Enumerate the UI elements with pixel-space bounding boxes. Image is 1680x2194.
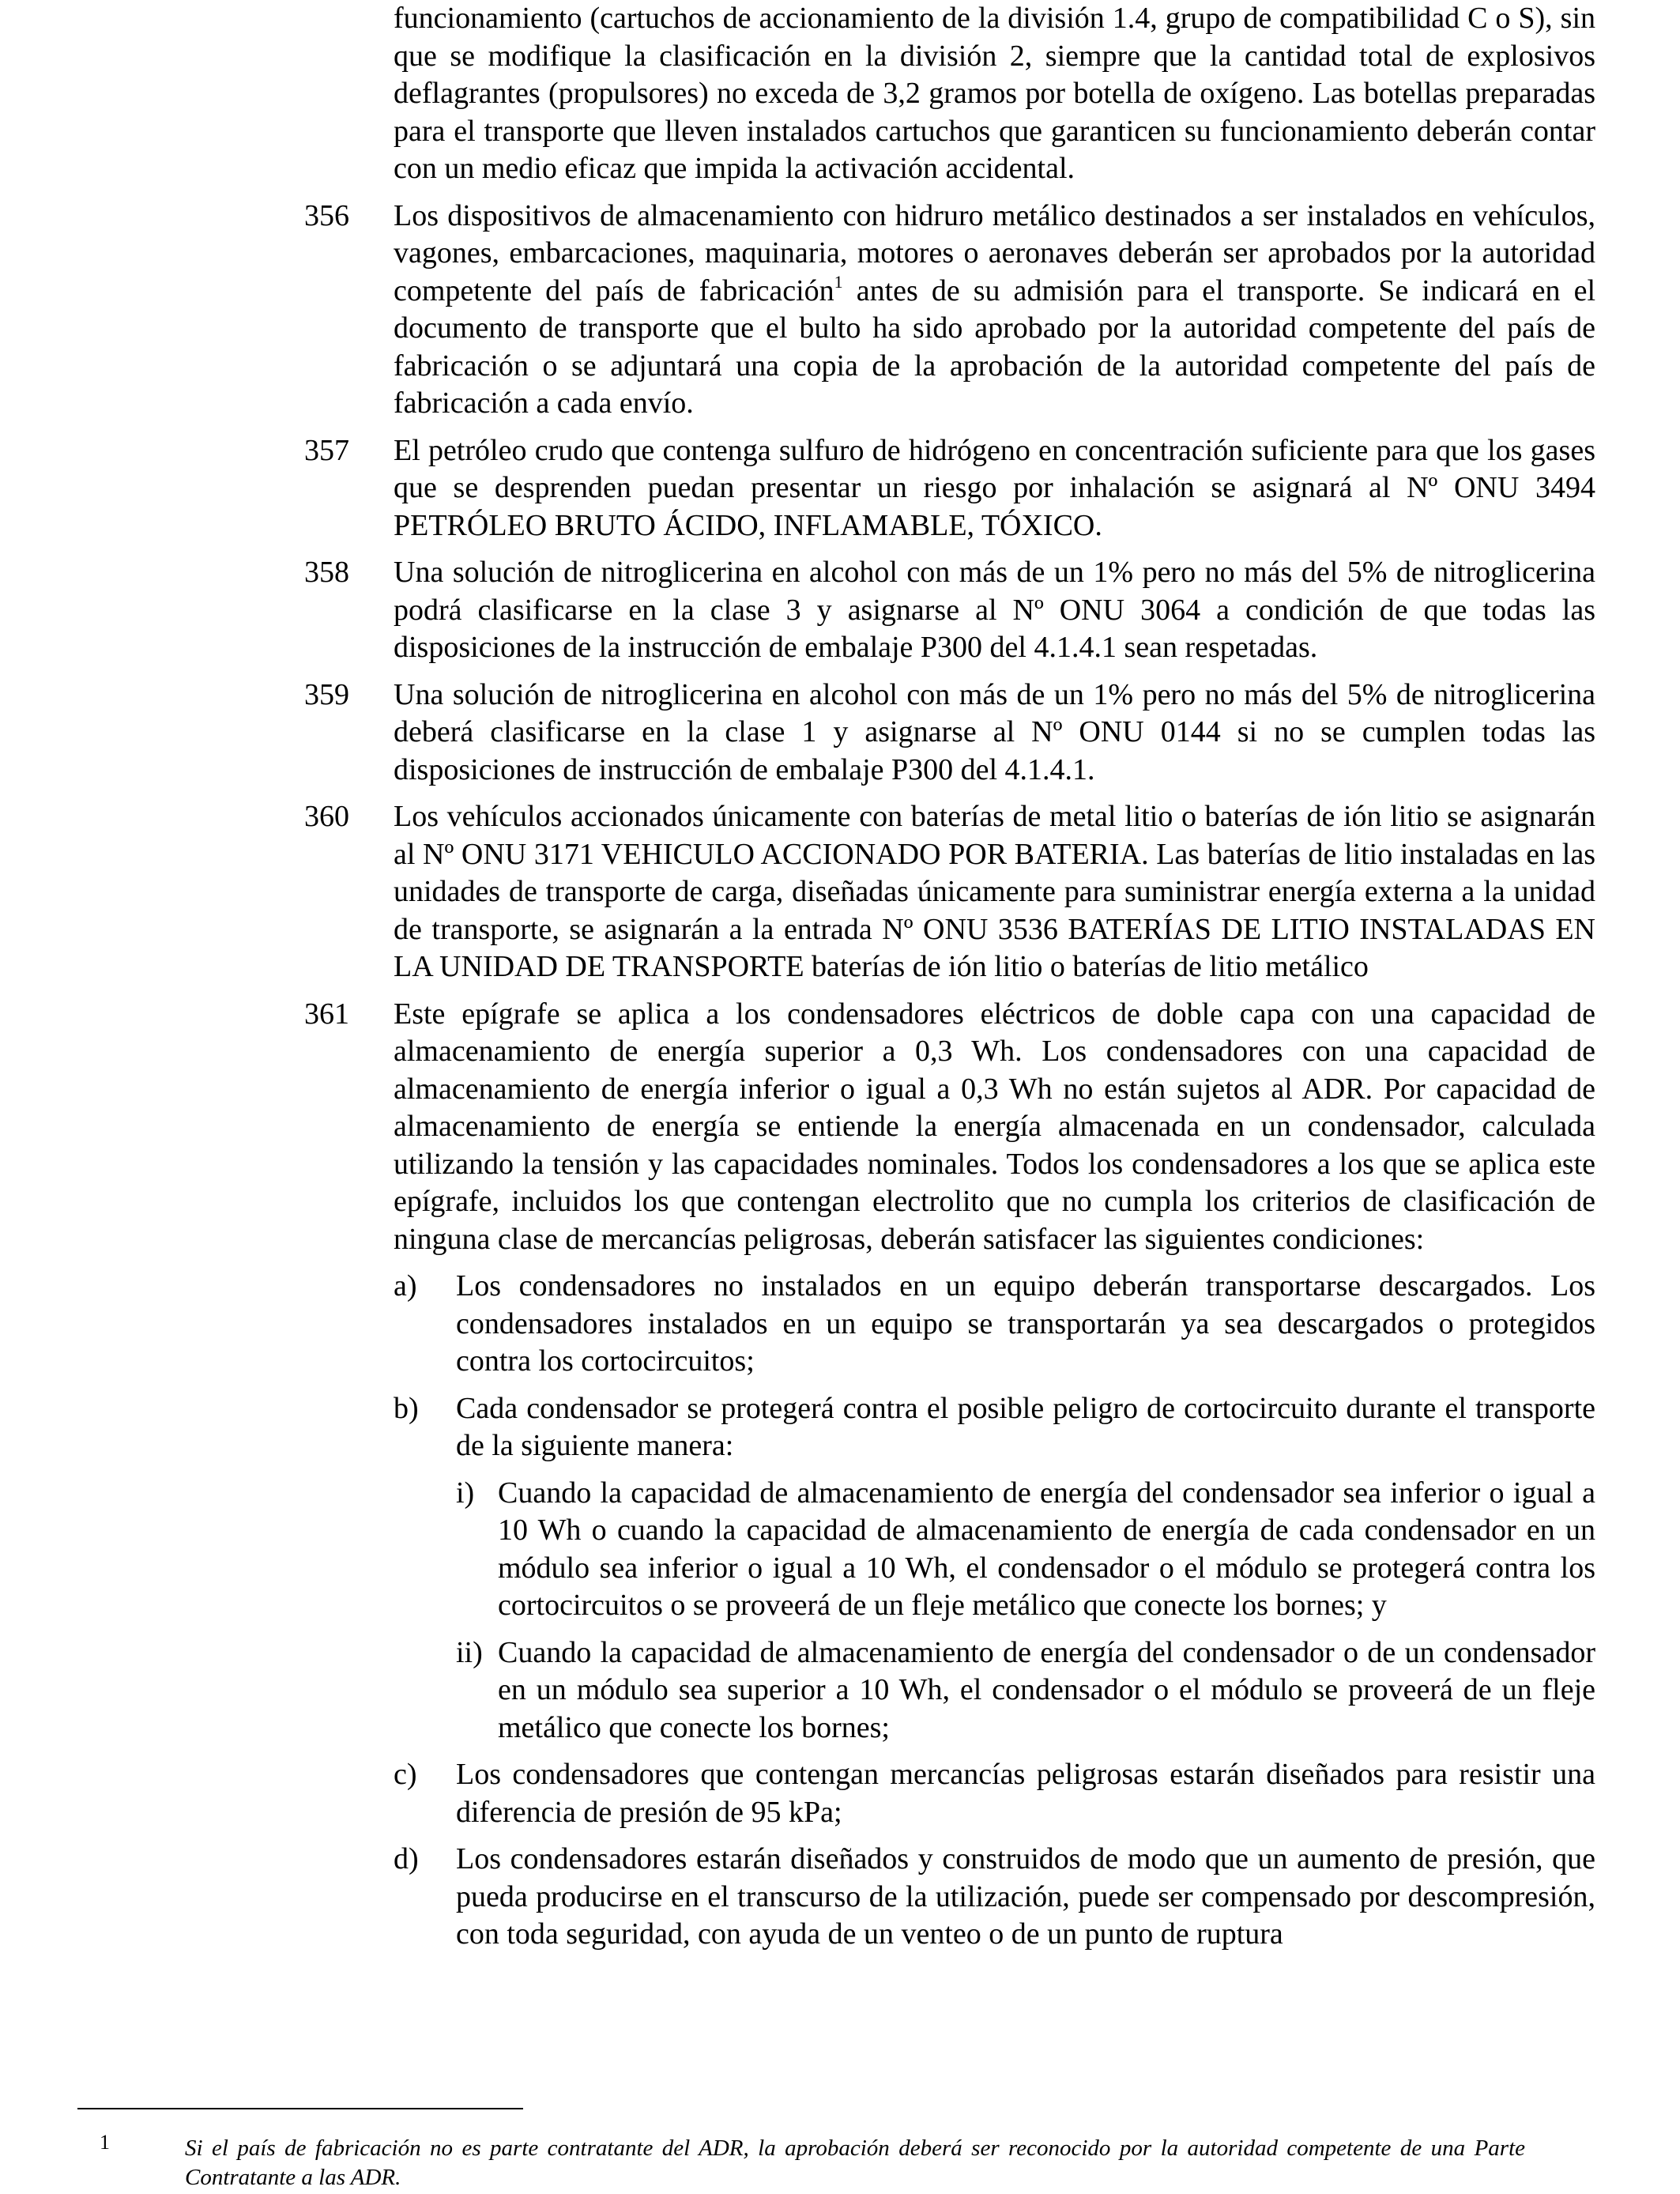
provision-text: Los vehículos accionados únicamente con baterías de metal litio o baterías de ión litio se asignarán al Nº ONU 3171 VEHICULO ACCIONADO POR BATERIA. Las baterías de litio instaladas en las unidades de transporte de carga, diseñadas únicamente para suministrar energía externa a la unidad de transporte, se asignarán a la entrada Nº ONU 3536 BATERÍAS DE LITIO INSTALADAS EN LA UNIDAD DE TRANSPORTE baterías de ión litio o baterías de litio metálico — [394, 800, 1595, 983]
provision-357 — [304, 432, 1595, 545]
sub-list-item-text: Cuando la capacidad de almacenamiento de energía del condensador sea inferior o igual a 10 Wh o cuando la capacidad de almacenamiento de energía de cada condensador en un módulo sea inferior o igual a 10 Wh, el condensador o el módulo se protegerá contra los cortocircuitos o se proveerá de un fleje metálico que conecte los bornes; y — [498, 1476, 1595, 1622]
provision-text: Una solución de nitroglicerina en alcohol con más de un 1% pero no más del 5% de nitroglicerina deberá clasificarse en la clase 1 y asignarse al Nº ONU 0144 si no se cumplen todas las disposiciones de instrucción de embalaje P300 del 4.1.4.1. — [394, 677, 1595, 786]
sub-list-item-ii — [456, 1634, 1595, 1747]
provision-text: El petróleo crudo que contenga sulfuro de hidrógeno en concentración suficiente para que los gases que se desprenden puedan presentar un riesgo por inhalación se asignará al Nº ONU 3494 PETRÓLEO BRUTO ÁCIDO, INFLAMABLE, TÓXICO. — [394, 433, 1595, 542]
continuation-paragraph: funcionamiento (cartuchos de accionamiento de la división 1.4, grupo de compatibilidad C o S), sin que se modifique la clasificación en la división 2, siempre que la cantidad total de explosivos deflagrantes (propulsores) no exceda de 3,2 gramos por botella de oxígeno. Las botellas preparadas para el transporte que lleven instalados cartuchos que garanticen su funcionamiento deberán contar con un medio eficaz que impida la activación accidental. — [394, 2, 1595, 185]
footnote-reference: 1 — [834, 271, 843, 292]
list-item-label: c) — [394, 1758, 417, 1791]
list-item-label: a) — [394, 1269, 417, 1302]
sub-list-item-i — [456, 1475, 1595, 1625]
provision-361 — [304, 996, 1595, 1954]
provision-text: Una solución de nitroglicerina en alcohol con más de un 1% pero no más del 5% de nitroglicerina podrá clasificarse en la clase 3 y asignarse al Nº ONU 3064 a condición de que todas las disposiciones de la instrucción de embalaje P300 del 4.1.4.1 sean respetadas. — [394, 556, 1595, 664]
sub-list-item-text: Cuando la capacidad de almacenamiento de energía del condensador o de un condensador en un módulo sea superior a 10 Wh, el condensador o el módulo se proveerá de un fleje metálico que conecte los bornes; — [498, 1635, 1595, 1744]
provision-text: Los dispositivos de almacenamiento con hidruro metálico destinados a ser instalados en vehículos, vagones, embarcaciones, maquinaria, motores o aeronaves deberán ser aprobados por la autoridad competente del país de fabricación — [394, 198, 1595, 307]
list-item-text: Los condensadores estarán diseñados y construidos de modo que un aumento de presión, que pueda producirse en el transcurso de la utilización, puede ser compensado por descompresión, con toda seguridad, con ayuda de un venteo o de un punto de ruptura — [456, 1842, 1595, 1951]
provision-number: 357 — [304, 433, 349, 467]
list-item-label: d) — [394, 1842, 419, 1875]
provision-text: Este epígrafe se aplica a los condensadores eléctricos de doble capa con una capacidad de almacenamiento de energía superior a 0,3 Wh. Los condensadores con una capacidad de almacenamiento de energía inferior o igual a 0,3 Wh no están sujetos al ADR. Por capacidad de almacenamiento de energía se entiende la energía almacenada en un condensador, calculada utilizando la tensión y las capacidades nominales. Todos los condensadores a los que se aplica este epígrafe, incluidos los que contengan electrolito que no cumpla los criterios de clasificación de ninguna clase de mercancías peligrosas, deberán satisfacer las siguientes condiciones: — [394, 997, 1595, 1256]
list-item-label: b) — [394, 1391, 419, 1425]
list-item-text: Cada condensador se protegerá contra el posible peligro de cortocircuito durante el transporte de la siguiente manera: — [456, 1391, 1595, 1462]
provision-number: 359 — [304, 677, 349, 711]
provision-number: 358 — [304, 556, 349, 589]
list-item-text: Los condensadores no instalados en un equipo deberán transportarse descargados. Los condensadores instalados en un equipo se transportarán ya sea descargados o protegidos contra los cortocircuitos; — [456, 1269, 1595, 1378]
provision-359 — [304, 677, 1595, 790]
provision-360 — [304, 798, 1595, 986]
page-body — [304, 0, 1595, 1954]
list-item-c — [394, 1756, 1595, 1831]
footnote-text: Si el país de fabricación no es parte contratante del ADR, la aprobación deberá ser reconocido por la autoridad competente de una Parte Contratante a las ADR. — [185, 2136, 1525, 2190]
list-item-a — [394, 1268, 1595, 1381]
provision-number: 360 — [304, 800, 349, 833]
footnote-separator — [77, 2108, 523, 2109]
sub-list-item-label: i) — [456, 1476, 475, 1510]
sub-list-item-label: ii) — [456, 1635, 483, 1669]
provision-number: 356 — [304, 198, 349, 232]
list-item-text: Los condensadores que contengan mercancías peligrosas estarán diseñados para resistir una diferencia de presión de 95 kPa; — [456, 1758, 1595, 1829]
list-item-b — [394, 1390, 1595, 1747]
provision-358 — [304, 554, 1595, 667]
provision-text-continued: antes de su admisión para el transporte. Se indicará en el documento de transporte que el bulto ha sido aprobado por la autoridad competente del país de fabricación o se adjuntará una copia de la aprobación de la autoridad competente del país de fabricación a cada envío. — [394, 273, 1595, 420]
footnote-mark: 1 — [100, 2131, 110, 2154]
list-item-d — [394, 1841, 1595, 1954]
provision-number: 361 — [304, 997, 349, 1031]
provision-356 — [304, 198, 1595, 423]
